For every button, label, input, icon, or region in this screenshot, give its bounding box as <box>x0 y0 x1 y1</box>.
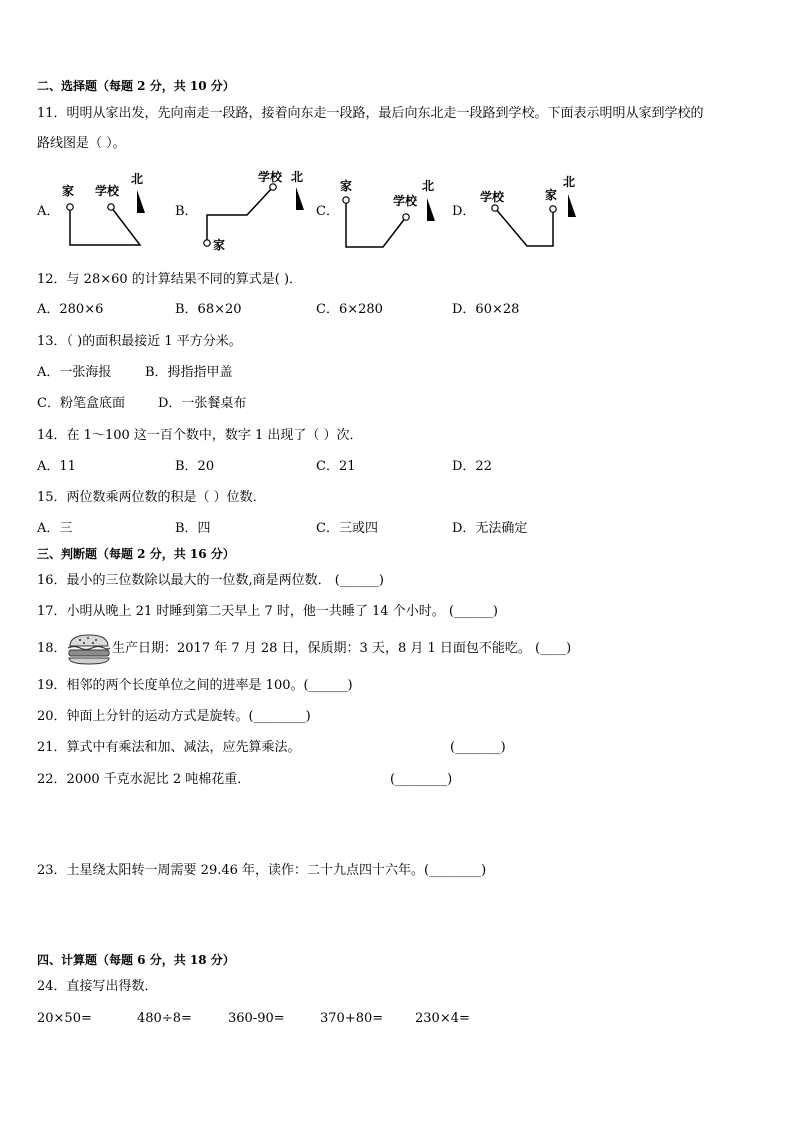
q11-route-map-d <box>475 168 585 255</box>
question-21: 21．算式中有乘法和加、减法，应先算乘法。 <box>37 740 301 755</box>
q11-option-c-label: C． <box>316 204 339 219</box>
calc-item-1: 20×50= <box>37 1011 92 1026</box>
q14-option-a: A．11 <box>37 459 76 474</box>
q11-option-b-label: B． <box>175 204 198 219</box>
question-23: 23．土星绕太阳转一周需要 29.46 年，读作：二十九点四十六年。(________) <box>37 863 487 878</box>
map-c-school-label: 学校 <box>393 194 418 208</box>
map-b-home-label: 家 <box>213 238 226 252</box>
question-11-line2: 路线图是（ ）。 <box>37 136 126 151</box>
q15-option-d: D．无法确定 <box>452 521 528 536</box>
q14-option-b: B．20 <box>175 459 215 474</box>
question-18-text: 生产日期：2017 年 7 月 28 日，保质期：3 天，8 月 1 日面包不能吃。 (____) <box>112 641 572 656</box>
q15-option-a: A．三 <box>37 521 73 536</box>
map-d-school-label: 学校 <box>480 190 505 204</box>
q13-option-a: A．一张海报 <box>37 365 112 380</box>
calc-item-3: 360-90= <box>228 1011 285 1026</box>
q12-option-d: D．60×28 <box>452 302 520 317</box>
q15-option-c: C．三或四 <box>316 521 378 536</box>
bread-icon <box>66 632 112 666</box>
map-a-north-label: 北 <box>131 172 144 186</box>
calc-item-5: 230×4= <box>415 1011 470 1026</box>
q11-route-map-c <box>333 170 443 255</box>
q14-option-c: C．21 <box>316 459 356 474</box>
section-heading-calculation: 四、计算题（每题 6 分，共 18 分） <box>37 953 235 967</box>
q13-option-b: B．拇指指甲盖 <box>145 365 233 380</box>
question-14-stem: 14．在 1～100 这一百个数中，数字 1 出现了（ ）次． <box>37 428 363 443</box>
question-24: 24．直接写出得数． <box>37 979 158 994</box>
q13-option-d: D．一张餐桌布 <box>158 396 247 411</box>
q12-option-b: B．68×20 <box>175 302 242 317</box>
q11-route-map-a <box>55 165 165 255</box>
q11-option-d-label: D． <box>452 204 476 219</box>
map-c-home-label: 家 <box>340 179 353 193</box>
section-heading-judgement: 三、判断题（每题 2 分，共 16 分） <box>37 547 235 561</box>
question-11-line1: 11．明明从家出发，先向南走一段路，接着向东走一段路，最后向东北走一段路到学校。下面表示明明从家到学校的 <box>37 106 704 121</box>
calc-item-4: 370+80= <box>320 1011 384 1026</box>
question-22-answer-blank[interactable]: (________) <box>390 772 453 787</box>
north-arrow-icon <box>427 198 435 221</box>
map-b-school-label: 学校 <box>258 170 283 184</box>
q15-option-b: B．四 <box>175 521 211 536</box>
q14-option-d: D．22 <box>452 459 492 474</box>
q11-option-a-label: A． <box>37 204 60 219</box>
question-15-stem: 15．两位数乘两位数的积是（ ）位数． <box>37 490 266 505</box>
question-22: 22．2000 千克水泥比 2 吨棉花重． <box>37 772 251 787</box>
question-17: 17．小明从晚上 21 时睡到第二天早上 7 时，他一共睡了 14 个小时。 (______) <box>37 604 498 619</box>
q12-option-a: A．280×6 <box>37 302 104 317</box>
section-heading-choice: 二、选择题（每题 2 分，共 10 分） <box>37 79 235 93</box>
north-arrow-icon <box>568 194 576 217</box>
question-21-answer-blank[interactable]: (_______) <box>450 740 506 755</box>
north-arrow-icon <box>137 190 145 213</box>
north-arrow-icon <box>296 187 304 210</box>
map-d-north-label: 北 <box>563 175 576 189</box>
question-18-number: 18． <box>37 641 67 656</box>
q12-option-c: C．6×280 <box>316 302 383 317</box>
question-13-stem: 13．（ )的面积最接近 1 平方分米。 <box>37 334 242 349</box>
calc-item-2: 480÷8= <box>137 1011 192 1026</box>
question-12-stem: 12．与 28×60 的计算结果不同的算式是( )． <box>37 272 303 287</box>
q13-option-c: C．粉笔盒底面 <box>37 396 125 411</box>
q11-route-map-b <box>195 165 315 255</box>
map-b-north-label: 北 <box>291 170 304 184</box>
question-16: 16．最小的三位数除以最大的一位数,商是两位数． (______) <box>37 573 384 588</box>
map-d-home-label: 家 <box>545 188 558 202</box>
question-20: 20．钟面上分针的运动方式是旋转。(________) <box>37 709 311 724</box>
map-c-north-label: 北 <box>422 179 435 193</box>
map-a-school-label: 学校 <box>95 184 120 198</box>
question-19: 19．相邻的两个长度单位之间的进率是 100。(______) <box>37 678 353 693</box>
map-a-home-label: 家 <box>62 184 75 198</box>
